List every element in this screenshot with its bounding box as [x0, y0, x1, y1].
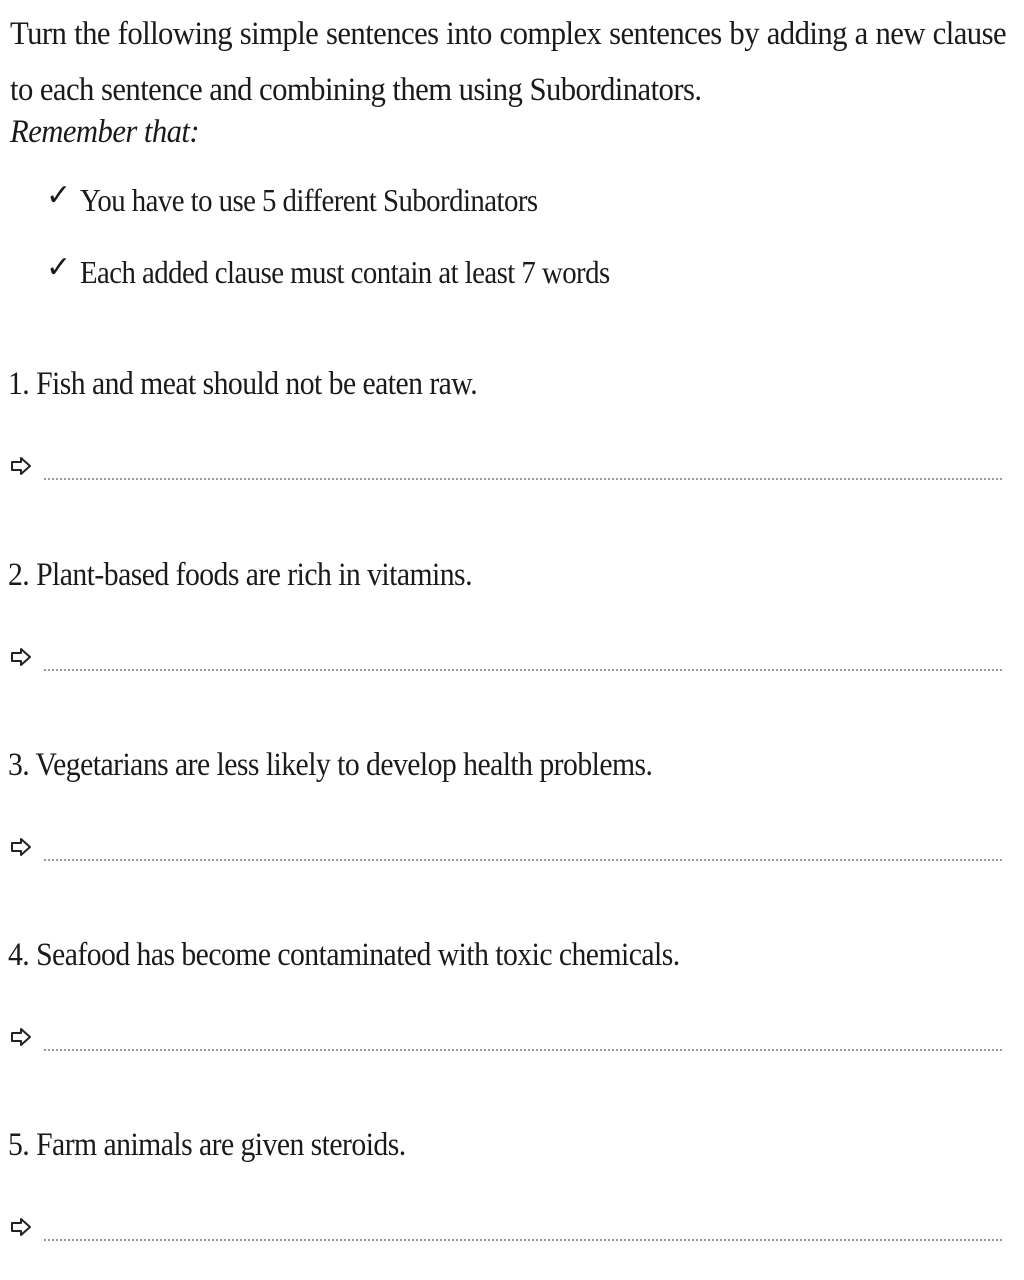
remember-heading: Remember that: [10, 114, 200, 150]
arrow-right-icon [10, 1217, 32, 1237]
rule-text: You have to use 5 different Subordinators [80, 182, 538, 218]
rule-text: Each added clause must contain at least 7 words [80, 254, 610, 290]
exercise-sentence: 2. Plant-based foods are rich in vitamins. [8, 557, 472, 593]
answer-line[interactable] [44, 1239, 1002, 1241]
arrow-right-icon [10, 647, 32, 667]
answer-line[interactable] [44, 859, 1002, 861]
arrow-right-icon [10, 837, 32, 857]
answer-line[interactable] [44, 478, 1002, 480]
arrow-right-icon [10, 1027, 32, 1047]
check-mark-icon: ✓ [46, 250, 72, 285]
arrow-right-icon [10, 456, 32, 476]
exercise-sentence: 4. Seafood has become contaminated with toxic chemicals. [8, 937, 680, 973]
answer-line[interactable] [44, 669, 1002, 671]
answer-line[interactable] [44, 1049, 1002, 1051]
instruction-text: Turn the following simple sentences into complex sentences by adding a new clause to each sentence and combining them using Subordinators. [10, 16, 1007, 108]
exercise-sentence: 5. Farm animals are given steroids. [8, 1127, 406, 1163]
exercise-sentence: 1. Fish and meat should not be eaten raw. [8, 366, 478, 402]
exercise-sentence: 3. Vegetarians are less likely to develop health problems. [8, 747, 653, 783]
check-mark-icon: ✓ [46, 178, 72, 213]
